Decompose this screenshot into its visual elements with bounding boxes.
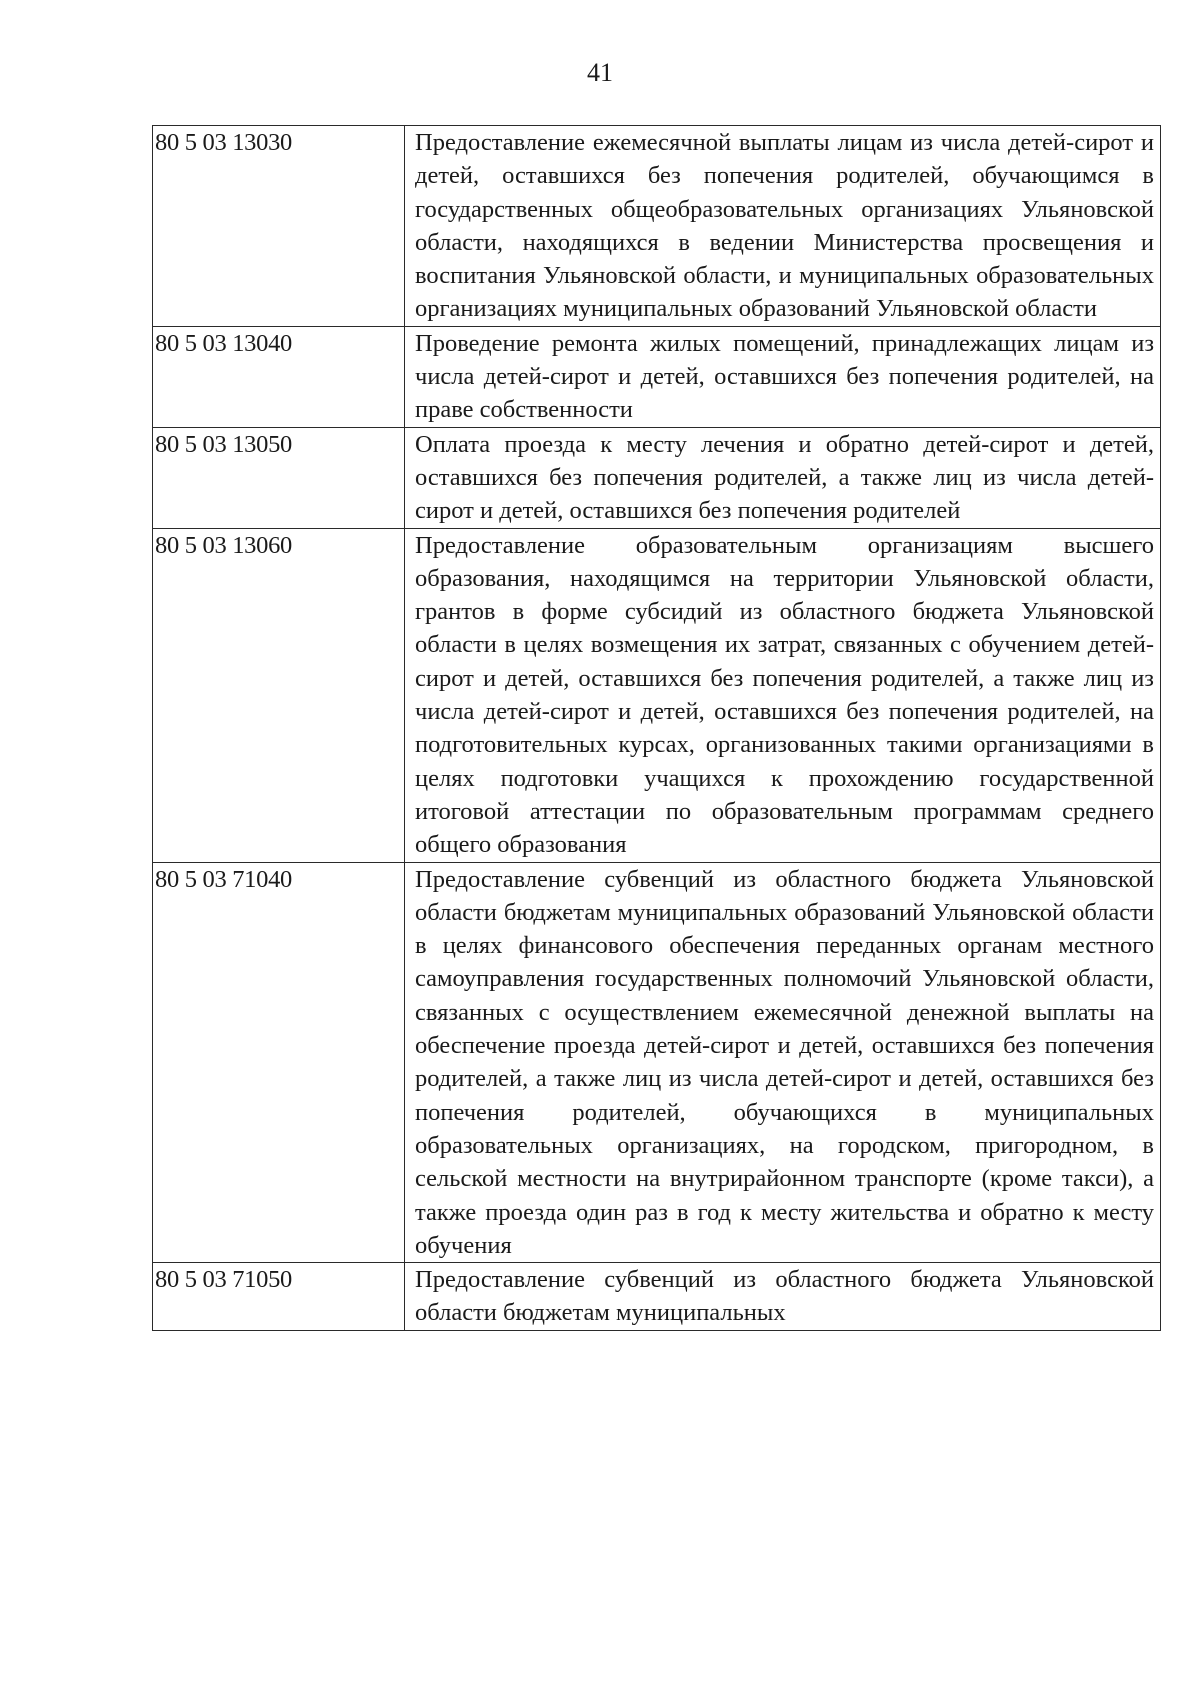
table-row	[153, 862, 1161, 1263]
code-cell: 80 5 03 71040	[153, 862, 405, 1263]
code-cell: 80 5 03 71050	[153, 1263, 405, 1331]
description-cell: Предоставление субвенций из областного бюджета Ульяновской области бюджетам муниципальных образований Ульяновской области в целях финансового обеспечения переданных органам местного самоуправления государственных полномочий Ульяновской области, связанных с осуществлением ежемесячной денежной выплаты на обеспечение проезда детей-сирот и детей, оставшихся без попечения родителей, а также лиц из числа детей-сирот и детей, оставшихся без попечения родителей, обучающихся в муниципальных образовательных организациях, на городском, пригородном, в сельской местности на внутрирайонном транспорте (кроме такси), а также проезда один раз в год к месту жительства и обратно к месту обучения	[405, 862, 1161, 1263]
table-row	[153, 1263, 1161, 1331]
table-row	[153, 126, 1161, 327]
code-cell: 80 5 03 13060	[153, 528, 405, 862]
description-cell: Оплата проезда к месту лечения и обратно детей-сирот и детей, оставшихся без попечения родителей, а также лиц из числа детей-сирот и детей, оставшихся без попечения родителей	[405, 427, 1161, 528]
description-cell: Проведение ремонта жилых помещений, принадлежащих лицам из числа детей-сирот и детей, оставшихся без попечения родителей, на праве собственности	[405, 326, 1161, 427]
code-cell: 80 5 03 13040	[153, 326, 405, 427]
table-row	[153, 427, 1161, 528]
page-number: 41	[587, 58, 613, 87]
description-cell: Предоставление образовательным организациям высшего образования, находящимся на территории Ульяновской области, грантов в форме субсидий из областного бюджета Ульяновской области в целях возмещения их затрат, связанных с обучением детей-сирот и детей, оставшихся без попечения родителей, а также лиц из числа детей-сирот и детей, оставшихся без попечения родителей, на подготовительных курсах, организованных такими организациями в целях подготовки учащихся к прохождению государственной итоговой аттестации по образовательным программам среднего общего образования	[405, 528, 1161, 862]
table-row	[153, 326, 1161, 427]
code-cell: 80 5 03 13030	[153, 126, 405, 327]
description-cell: Предоставление ежемесячной выплаты лицам из числа детей-сирот и детей, оставшихся без попечения родителей, обучающимся в государственных общеобразовательных организациях Ульяновской области, находящихся в ведении Министерства просвещения и воспитания Ульяновской области, и муниципальных образовательных организациях муниципальных образований Ульяновской области	[405, 126, 1161, 327]
description-cell: Предоставление субвенций из областного бюджета Ульяновской области бюджетам муниципальных	[405, 1263, 1161, 1331]
budget-classification-table	[152, 125, 1161, 1331]
table-row	[153, 528, 1161, 862]
code-cell: 80 5 03 13050	[153, 427, 405, 528]
